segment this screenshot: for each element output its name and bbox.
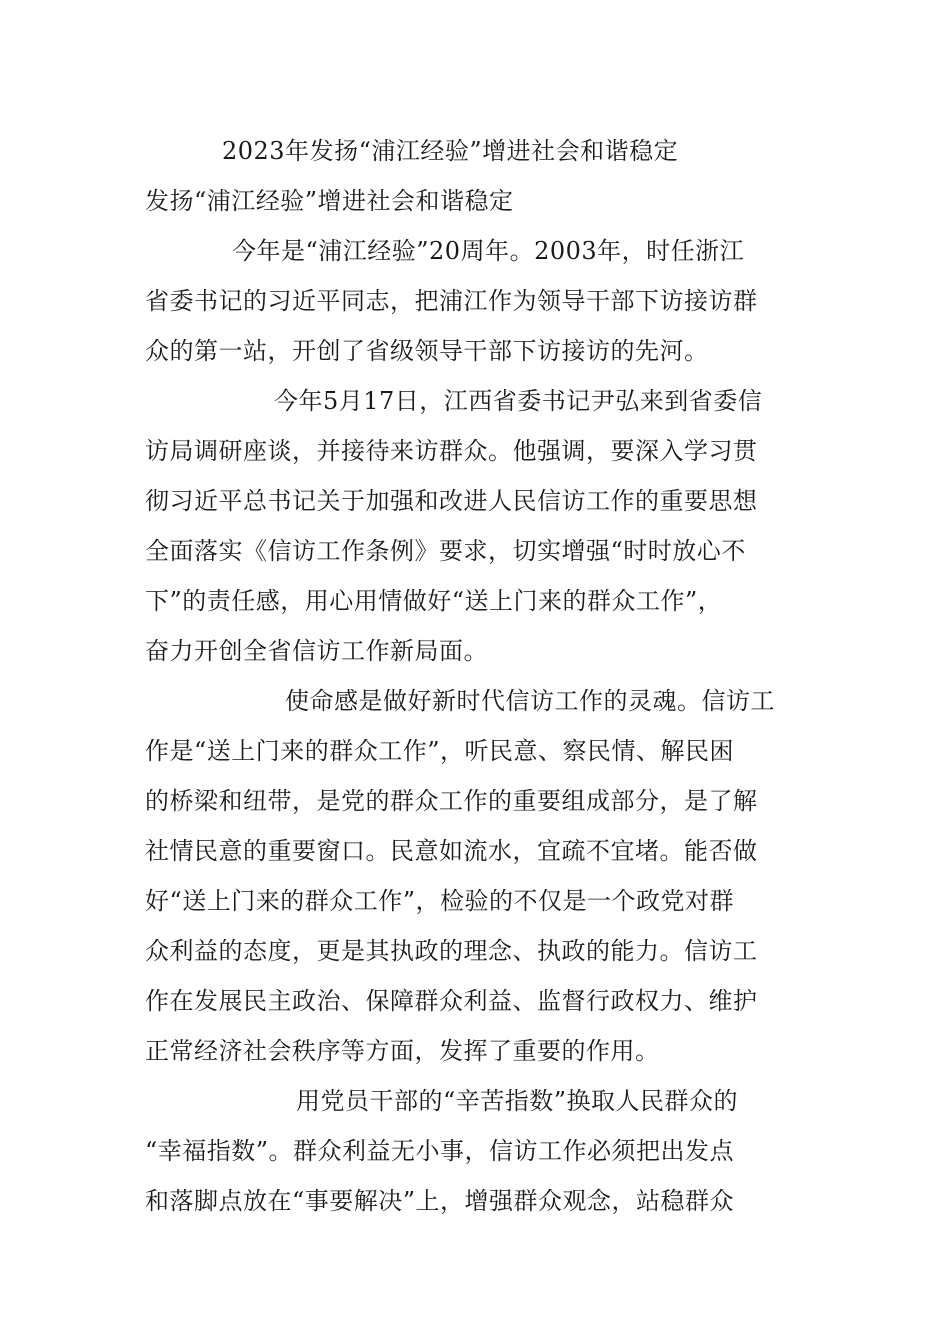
paragraph-3-line-1: 使命感是做好新时代信访工作的灵魂。信访工 bbox=[285, 687, 775, 715]
paragraph-2-line-1: 今年5月17日，江西省委书记尹弘来到省委信 bbox=[274, 387, 763, 415]
paragraph-4-line-2: “幸福指数”。群众利益无小事，信访工作必须把出发点 bbox=[145, 1137, 735, 1165]
document-subtitle: 发扬“浦江经验”增进社会和谐稳定 bbox=[145, 187, 514, 215]
paragraph-4-line-3: 和落脚点放在“事要解决”上，增强群众观念，站稳群众 bbox=[145, 1187, 735, 1215]
paragraph-2-line-3: 彻习近平总书记关于加强和改进人民信访工作的重要思想 bbox=[145, 487, 758, 515]
paragraph-1-line-1: 今年是“浦江经验”20周年。2003年，时任浙江 bbox=[232, 237, 745, 265]
paragraph-2-line-4: 全面落实《信访工作条例》要求，切实增强“时时放心不 bbox=[145, 537, 746, 565]
paragraph-2-line-2: 访局调研座谈，并接待来访群众。他强调，要深入学习贯 bbox=[145, 437, 758, 465]
paragraph-3-line-3: 的桥梁和纽带，是党的群众工作的重要组成部分，是了解 bbox=[145, 787, 758, 815]
paragraph-3-line-7: 作在发展民主政治、保障群众利益、监督行政权力、维护 bbox=[145, 987, 758, 1015]
paragraph-3-line-6: 众利益的态度，更是其执政的理念、执政的能力。信访工 bbox=[145, 937, 758, 965]
paragraph-2-line-6: 奋力开创全省信访工作新局面。 bbox=[145, 637, 488, 665]
document-title: 2023年发扬“浦江经验”增进社会和谐稳定 bbox=[222, 137, 679, 165]
paragraph-3-line-2: 作是“送上门来的群众工作”，听民意、察民情、解民困 bbox=[145, 737, 735, 765]
paragraph-3-line-8: 正常经济社会秩序等方面，发挥了重要的作用。 bbox=[145, 1037, 660, 1065]
paragraph-2-line-5: 下”的责任感，用心用情做好“送上门来的群众工作”， bbox=[145, 587, 723, 615]
paragraph-3-line-5: 好“送上门来的群众工作”，检验的不仅是一个政党对群 bbox=[145, 887, 735, 915]
paragraph-1-line-3: 众的第一站，开创了省级领导干部下访接访的先河。 bbox=[145, 337, 709, 365]
paragraph-1-line-2: 省委书记的习近平同志，把浦江作为领导干部下访接访群 bbox=[145, 287, 758, 315]
paragraph-4-line-1: 用党员干部的“辛苦指数”换取人民群众的 bbox=[296, 1087, 739, 1115]
paragraph-3-line-4: 社情民意的重要窗口。民意如流水，宜疏不宜堵。能否做 bbox=[145, 837, 758, 865]
